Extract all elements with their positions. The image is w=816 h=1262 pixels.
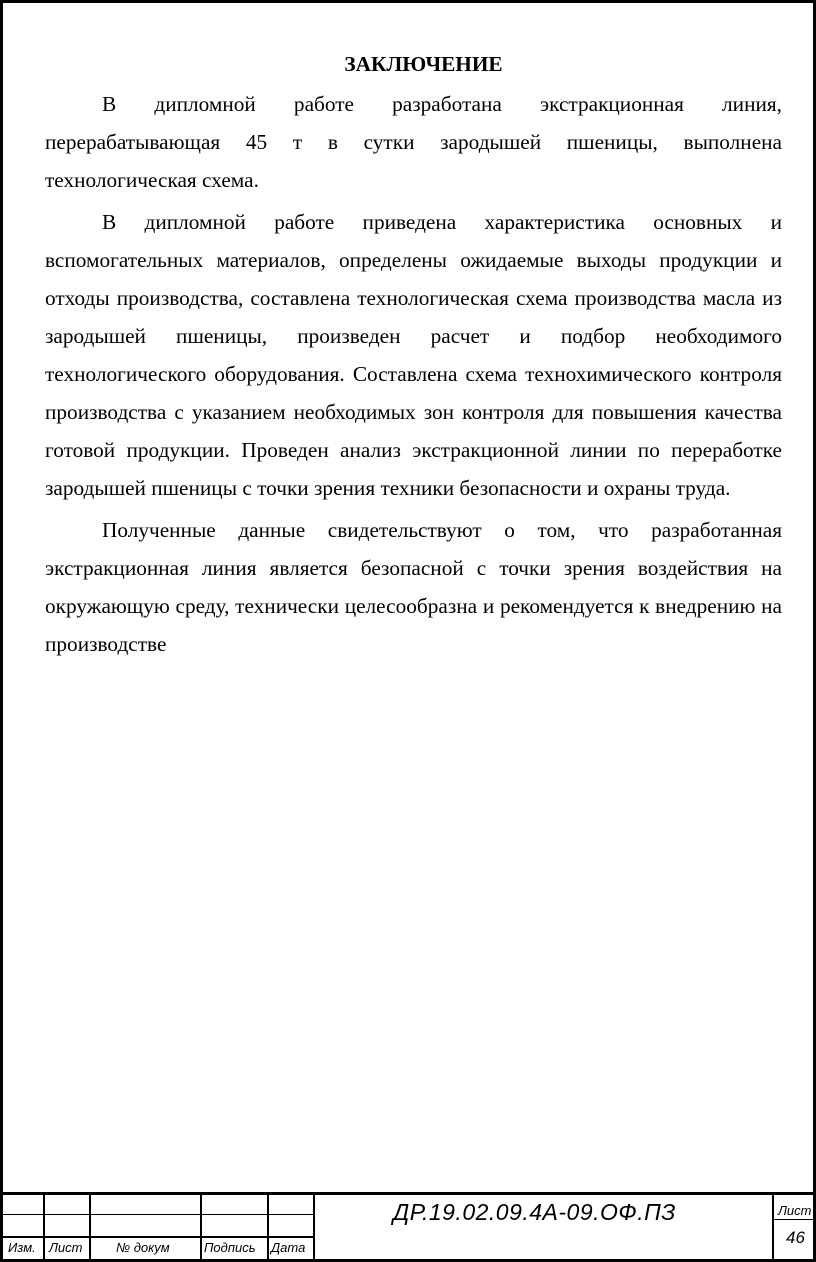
paragraph-3: Полученные данные свидетельствуют о том, что разработанная экстракционная линия является безопасной с точки зрения воздействия на окружающую среду, технически целесообразна и рекомендуется к внедрению на производстве: [45, 518, 782, 656]
stamp-divider: [772, 1195, 774, 1262]
stamp-row-line: [3, 1214, 313, 1215]
paragraph-1: В дипломной работе разработана экстракционная линия, перерабатывающая 45 т в сутки зародышей пшеницы, выполнена технологическая схема.: [45, 92, 782, 192]
sheet-label: Лист: [778, 1203, 812, 1218]
stamp-row-line: [772, 1219, 813, 1220]
document-code: ДР.19.02.09.4А-09.ОФ.ПЗ: [393, 1199, 676, 1225]
document-body: [45, 47, 782, 663]
stamp-row-line: [3, 1236, 313, 1238]
doc-number-label: № докум: [116, 1240, 170, 1255]
title-block: [3, 1192, 813, 1262]
stamp-divider: [89, 1195, 91, 1262]
paragraph-2: В дипломной работе приведена характеристика основных и вспомогательных материалов, определены ожидаемые выходы продукции и отходы производства, составлена технологическая схема производства масла из зародышей пшеницы, произведен расчет и подбор необходимого технологического оборудования. Составлена схема технохимического контроля производства с указанием необходимых зон контроля для повышения качества готовой продукции. Проведен анализ экстракционной линии по переработке зародышей пшеницы с точки зрения техники безопасности и охраны труда.: [45, 210, 782, 500]
stamp-divider: [200, 1195, 202, 1262]
list-label: Лист: [49, 1240, 83, 1255]
page-title: ЗАКЛЮЧЕНИЕ: [344, 52, 503, 76]
stamp-divider: [43, 1195, 45, 1262]
stamp-divider: [267, 1195, 269, 1262]
stamp-divider: [313, 1195, 315, 1262]
date-label: Дата: [271, 1240, 306, 1255]
izm-label: Изм.: [8, 1240, 36, 1255]
sheet-number: 46: [786, 1228, 805, 1247]
signature-label: Подпись: [204, 1240, 256, 1255]
